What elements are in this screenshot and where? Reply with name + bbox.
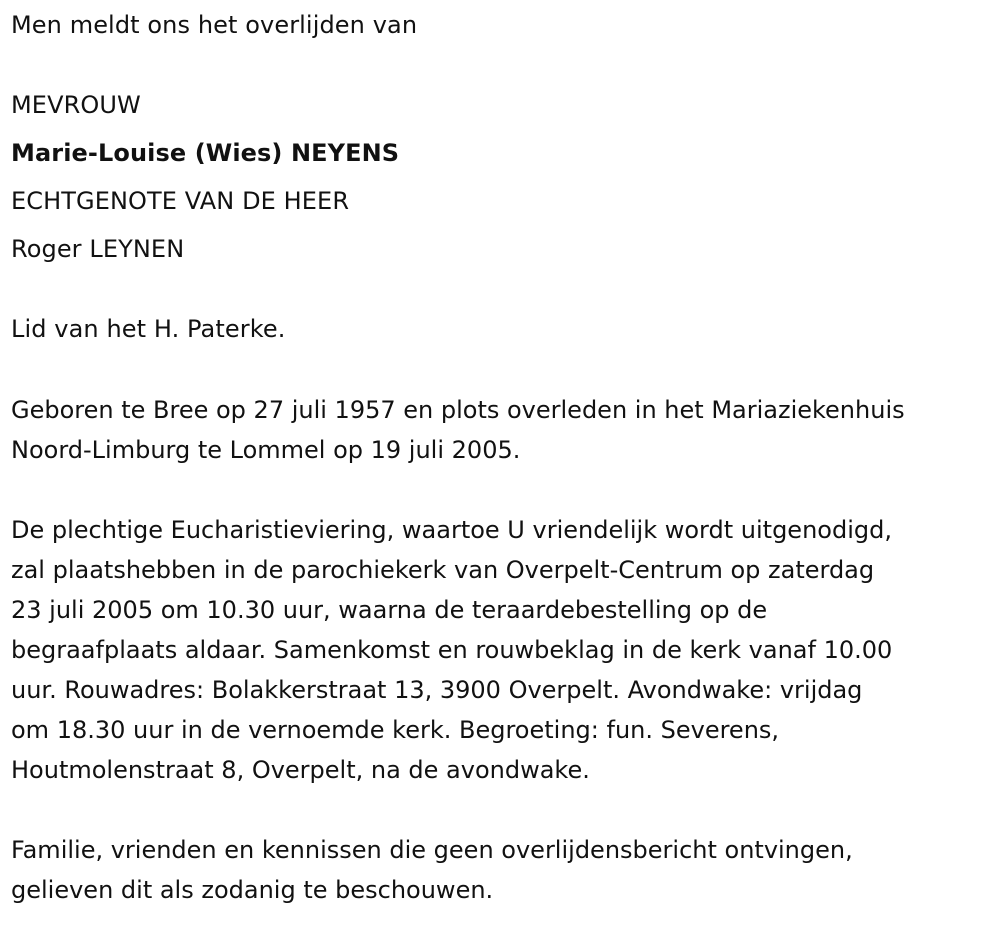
deceased-name: Marie-Louise (Wies) NEYENS [11,139,400,167]
title-text: MEVROUW [11,91,141,119]
spouse-name: Roger LEYNEN [11,235,185,263]
closing-line: gelieven dit als zodanig te beschouwen. [11,876,494,904]
birth-line: Geboren te Bree op 27 juli 1957 en plots overleden in het Mariaziekenhuis [11,396,905,424]
closing-paragraph [11,830,993,910]
service-line: zal plaatshebben in de parochiekerk van Overpelt-Centrum op zaterdag [11,556,875,584]
closing-line: Familie, vrienden en kennissen die geen overlijdensbericht ontvingen, [11,836,853,864]
intro-text: Men meldt ons het overlijden van [11,11,418,39]
service-line: 23 juli 2005 om 10.30 uur, waarna de teraardebestelling op de [11,596,768,624]
service-line: begraafplaats aldaar. Samenkomst en rouwbeklag in de kerk vanaf 10.00 [11,636,893,664]
service-paragraph [11,510,993,790]
service-line: uur. Rouwadres: Bolakkerstraat 13, 3900 Overpelt. Avondwake: vrijdag [11,676,863,704]
membership-text: Lid van het H. Paterke. [11,315,286,343]
spouse-label: ECHTGENOTE VAN DE HEER [11,187,350,215]
birth-paragraph [11,390,993,470]
birth-line: Noord-Limburg te Lommel op 19 juli 2005. [11,436,521,464]
service-line: De plechtige Eucharistieviering, waartoe U vriendelijk wordt uitgenodigd, [11,516,892,544]
service-line: Houtmolenstraat 8, Overpelt, na de avondwake. [11,756,590,784]
service-line: om 18.30 uur in de vernoemde kerk. Begroeting: fun. Severens, [11,716,780,744]
